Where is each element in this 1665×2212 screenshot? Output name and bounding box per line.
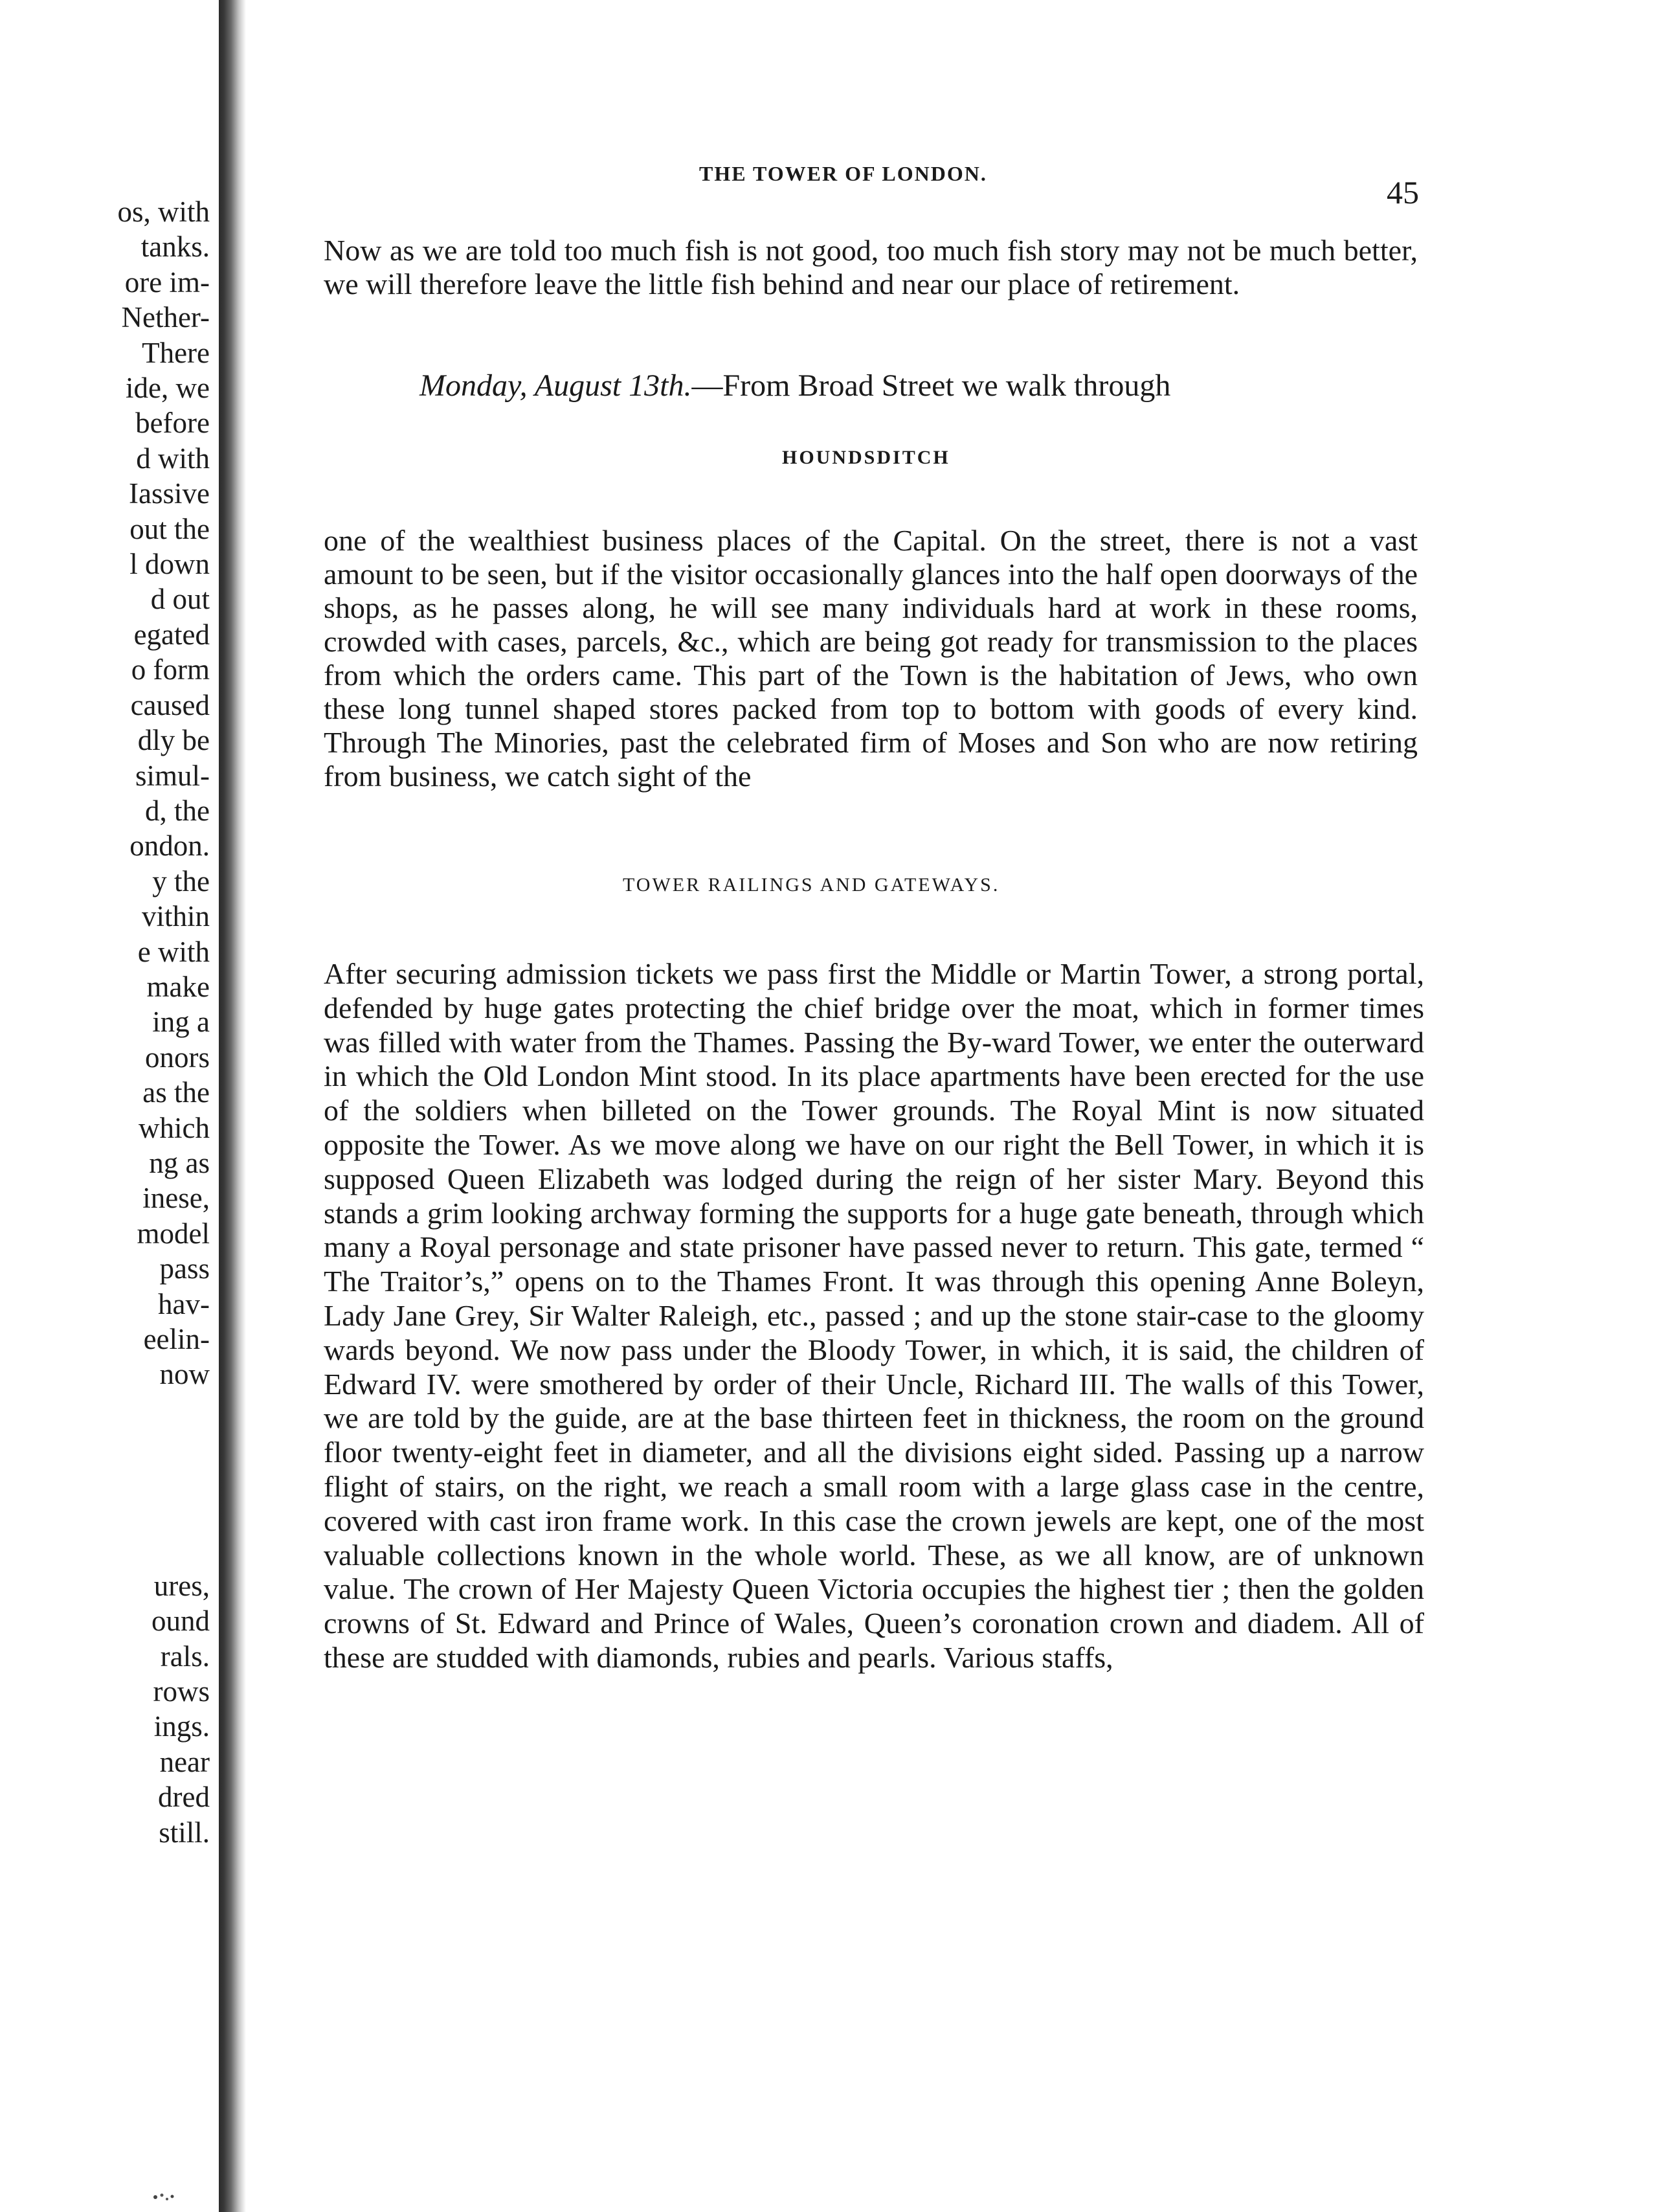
facing-line: hav- bbox=[158, 1287, 210, 1320]
paragraph-fish-story: Now as we are told too much fish is not good, too much fish story may not be much better, we will therefore leave the little fish behind and near our place of retirement. bbox=[324, 234, 1418, 300]
facing-line: dly be bbox=[137, 724, 210, 757]
facing-line: pass bbox=[159, 1252, 210, 1285]
facing-line: still. bbox=[159, 1816, 210, 1849]
facing-line: model bbox=[137, 1217, 210, 1250]
facing-page bbox=[0, 0, 219, 2212]
facing-line: d with bbox=[136, 442, 210, 475]
facing-line: caused bbox=[130, 688, 210, 721]
facing-line: o form bbox=[131, 653, 210, 686]
facing-line: Nether- bbox=[121, 301, 210, 334]
facing-line: ng as bbox=[149, 1146, 210, 1179]
facing-line: rows bbox=[153, 1675, 210, 1708]
facing-line: tanks. bbox=[140, 231, 210, 264]
facing-line: as the bbox=[142, 1076, 210, 1109]
facing-line: l down bbox=[129, 548, 210, 581]
facing-line: os, with bbox=[117, 196, 210, 228]
facing-line: which bbox=[139, 1111, 210, 1144]
facing-line: ures, bbox=[153, 1569, 210, 1602]
facing-line: There bbox=[142, 336, 210, 369]
facing-line: vithin bbox=[141, 900, 210, 933]
facing-line: d, the bbox=[145, 794, 210, 827]
facing-line: now bbox=[159, 1358, 210, 1391]
facing-line: d out bbox=[150, 583, 210, 616]
paragraph-houndsditch: one of the wealthiest business places of the Capital. On the street, there is not a vast amount to be seen, but if the visitor occasionally glances into the half open doorways of the shops, as he passes along, he will see many individuals hard at work in these rooms, crowded with cases, parcels, &c., which are being got ready for transmission to the places from which the orders came. This part of the Town is the habitation of Jews, who own these long tunnel shaped stores packed from top to bottom with goods of every kind. Through The Minories, past the celebrated firm of Moses and Son who are now retiring from business, we catch sight of the bbox=[324, 524, 1418, 793]
dateline bbox=[419, 368, 1170, 403]
facing-line: ing a bbox=[152, 1006, 210, 1039]
binding-gutter bbox=[219, 0, 246, 2212]
facing-gap bbox=[117, 1392, 210, 1568]
paragraph-tower: After securing admission tickets we pass first the Middle or Martin Tower, a strong portal, defended by huge gates protecting the chief bridge over the moat, which in former times was filled with water from the Thames. Passing the By-ward Tower, we enter the outerward in which the Old London Mint stood. In its place apartments have been erected for the use of the soldiers when billeted on the Tower grounds. The Royal Mint is now situated opposite the Tower. As we move along we have on our right the Bell Tower, in which it is supposed Queen Elizabeth was lodged during the reign of her sister Mary. Beyond this stands a grim looking archway forming the supports for a huge gate beneath, through which many a Royal personage and state prisoner have passed never to return. This gate, termed “ The Traitor’s,” opens on to the Thames Front. It was through this opening Anne Boleyn, Lady Jane Grey, Sir Walter Raleigh, etc., passed ; and up the stone stair-case to the gloomy wards beyond. We now pass under the Bloody Tower, in which, it is said, the children of Edward IV. were smothered by order of their Uncle, Richard III. The walls of this Tower, we are told by the guide, are at the base thirteen feet in thickness, the room on the ground floor twenty-eight feet in diameter, and all the divisions eight sided. Passing up a narrow flight of stairs, on the right, we reach a small room with a large glass case in the centre, covered with cast iron frame work. In this case the crown jewels are kept, one of the most valuable collections known in the whole world. These, as we all know, are of unknown value. The crown of Her Majesty Queen Victoria occupies the highest tier ; then the golden crowns of St. Edward and Prince of Wales, Queen’s coronation crown and diadem. All of these are studded with diamonds, rubies and pearls. Various staffs, bbox=[324, 957, 1424, 1674]
facing-line: ings. bbox=[153, 1710, 210, 1743]
facing-line: ound bbox=[151, 1605, 210, 1638]
dateline-text: —From Broad Street we walk through bbox=[691, 368, 1171, 403]
facing-line: onors bbox=[145, 1041, 210, 1074]
facing-line: egated bbox=[133, 618, 210, 651]
facing-line: ide, we bbox=[126, 372, 210, 405]
facing-line: y the bbox=[152, 864, 210, 897]
facing-line: simul- bbox=[135, 759, 210, 792]
dateline-date: Monday, August 13th. bbox=[419, 368, 692, 403]
facing-line: make bbox=[146, 970, 210, 1003]
facing-line: ore im- bbox=[124, 265, 210, 299]
facing-line: Iassive bbox=[129, 477, 210, 510]
facing-line: dred bbox=[158, 1781, 210, 1814]
main-page bbox=[246, 0, 1665, 2212]
page-number: 45 bbox=[1387, 174, 1419, 210]
facing-line: e with bbox=[137, 935, 210, 968]
section-heading-tower-railings: TOWER RAILINGS AND GATEWAYS. bbox=[623, 874, 1000, 896]
scan-specks bbox=[142, 2187, 207, 2207]
facing-line: before bbox=[135, 407, 210, 440]
facing-line: ondon. bbox=[129, 830, 210, 863]
facing-line: near bbox=[159, 1745, 210, 1778]
facing-line: inese, bbox=[142, 1182, 210, 1215]
facing-page-text bbox=[117, 194, 210, 1850]
running-head: THE TOWER OF LONDON. bbox=[699, 162, 987, 185]
facing-line: eelin- bbox=[143, 1323, 210, 1355]
facing-line: rals. bbox=[160, 1640, 210, 1673]
section-heading-houndsditch: HOUNDSDITCH bbox=[782, 447, 950, 468]
facing-line: out the bbox=[129, 512, 210, 545]
